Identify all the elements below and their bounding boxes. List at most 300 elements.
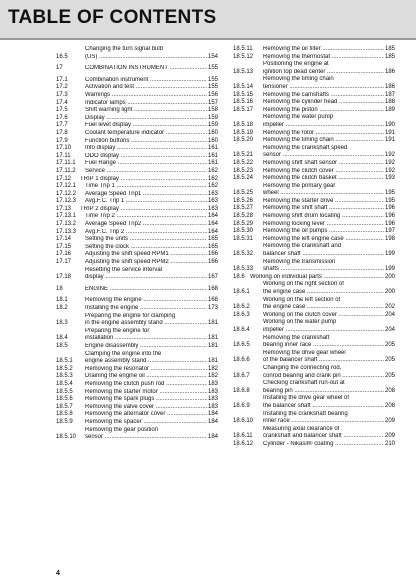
- toc-entry[interactable]: [233, 259, 395, 274]
- toc-entry-number: 18.5.14: [233, 83, 254, 90]
- toc-entry-title: engine assembly stand .....: [85, 358, 207, 366]
- toc-entry-number: 18.5.29: [233, 220, 254, 227]
- toc-entry[interactable]: [56, 419, 218, 427]
- toc-entry-number: 17.15: [56, 243, 72, 250]
- toc-entry-number: 18.5.27: [233, 205, 254, 212]
- toc-entry-page: 182: [207, 365, 218, 372]
- toc-entry-title: Removing the oil pumps .....: [263, 228, 384, 236]
- toc-entry-number: 18.5.11: [233, 46, 253, 52]
- toc-entry[interactable]: [233, 228, 395, 236]
- toc-entry-page: 202: [384, 304, 395, 311]
- toc-entry-page: 192: [384, 167, 395, 174]
- toc-entry[interactable]: [233, 335, 395, 350]
- toc-entry-page: 185: [384, 53, 395, 60]
- toc-entry[interactable]: [233, 411, 395, 426]
- toc-entry-page: 193: [384, 175, 395, 182]
- toc-entry[interactable]: [233, 221, 395, 229]
- toc-entry-number: 18.5.10: [56, 434, 77, 441]
- toc-entry-number: 18.5.33: [233, 266, 254, 273]
- toc-entry-page: 159: [207, 122, 218, 129]
- toc-entry[interactable]: [56, 328, 218, 343]
- toc-entry-number: 18.5.19: [233, 129, 254, 136]
- toc-entry[interactable]: [233, 312, 395, 320]
- toc-entry-title: balancer shaft .....: [263, 251, 384, 259]
- toc-entry-title: Shift warning light .....: [85, 107, 207, 115]
- toc-entry-title: Removing the crankshaft: [263, 334, 330, 341]
- toc-entry-title: Preparing the engine for: [85, 327, 150, 334]
- toc-entry-page: 162: [207, 167, 218, 174]
- toc-entry-page: 200: [384, 273, 395, 280]
- toc-entry-number: 18.3: [56, 320, 68, 327]
- toc-entry-title: installation .....: [85, 335, 207, 343]
- toc-entry-number: 18: [56, 285, 63, 292]
- toc-entry[interactable]: [233, 198, 395, 206]
- toc-entry-number: 16.5: [56, 53, 68, 60]
- toc-entry-title: Preparing the engine for clamping: [85, 312, 176, 319]
- toc-entry-title: Removing the resonator .....: [85, 366, 207, 374]
- toc-entry-number: 18.5.22: [233, 159, 254, 166]
- toc-entry[interactable]: [56, 65, 218, 73]
- toc-entry-title: Working on the left section of: [263, 296, 341, 303]
- toc-entry[interactable]: [56, 198, 218, 206]
- toc-entry-page: 204: [384, 311, 395, 318]
- toc-entry-title: Removing the crankshaft speed: [263, 144, 348, 151]
- toc-entry-title: Time Trip 1 .....: [85, 183, 207, 191]
- toc-entry[interactable]: [56, 191, 218, 199]
- toc-entry-page: 181: [207, 335, 218, 342]
- toc-entry[interactable]: [56, 77, 218, 85]
- toc-entry-page: 208: [384, 402, 395, 409]
- toc-entry[interactable]: [233, 319, 395, 334]
- toc-entry-page: 191: [384, 129, 395, 136]
- toc-entry-number: 17.12.3: [56, 198, 77, 205]
- toc-entry-title: shafts .....: [263, 266, 384, 274]
- toc-entry[interactable]: [56, 145, 218, 153]
- toc-entry-title: tensioner .....: [263, 84, 384, 92]
- toc-entry-page: 163: [207, 205, 218, 212]
- toc-entry-page: 181: [207, 320, 218, 327]
- toc-entry[interactable]: [233, 46, 395, 54]
- toc-entry-page: 199: [384, 266, 395, 273]
- toc-entry[interactable]: [233, 441, 395, 449]
- toc-entry-page: 156: [207, 91, 218, 98]
- toc-entry[interactable]: [56, 46, 218, 61]
- toc-entry-number: 18.5.12: [233, 53, 254, 60]
- toc-entry[interactable]: [56, 373, 218, 381]
- toc-entry-page: 210: [384, 440, 395, 447]
- toc-entry[interactable]: [56, 244, 218, 252]
- toc-entry[interactable]: [233, 92, 395, 100]
- toc-entry-title: TRIP 2 display .....: [80, 206, 207, 214]
- toc-entry-page: 166: [207, 259, 218, 266]
- toc-entry-title: Removing the gear position: [85, 426, 159, 433]
- toc-entry-number: 18.6.4: [233, 326, 250, 333]
- toc-entry[interactable]: [233, 205, 395, 213]
- toc-entry[interactable]: [56, 313, 218, 328]
- toc-entry-number: 18.6.6: [233, 357, 250, 364]
- toc-entry-page: 163: [207, 190, 218, 197]
- toc-entry-number: 18.2: [56, 305, 68, 311]
- toc-entry-number: 18.6: [233, 273, 245, 280]
- toc-entry-page: 168: [207, 297, 218, 304]
- toc-entry-number: 18.5.13: [233, 68, 254, 75]
- toc-entry-number: 17.17: [56, 259, 72, 266]
- toc-entry[interactable]: [56, 251, 218, 259]
- toc-entry-page: 167: [207, 274, 218, 281]
- toc-entry-number: 18.6.5: [233, 342, 250, 349]
- toc-entry-page: 163: [207, 198, 218, 205]
- toc-entry[interactable]: [56, 122, 218, 130]
- toc-entry-number: 17.7: [56, 122, 68, 129]
- toc-entry[interactable]: [233, 395, 395, 410]
- toc-entry-number: 18.5.25: [233, 190, 254, 197]
- toc-entry-title: Draining the engine oil .....: [85, 373, 207, 381]
- toc-entry[interactable]: [56, 229, 218, 237]
- toc-entry-page: 173: [207, 305, 218, 311]
- toc-entry-page: 184: [207, 411, 218, 418]
- toc-entry-number: 18.5.4: [56, 380, 73, 387]
- toc-entry-number: 18.6.9: [233, 402, 250, 409]
- toc-entry-title: Fuel Range .....: [85, 160, 207, 168]
- toc-entry-title: Removing the shift shaft .....: [263, 205, 384, 213]
- toc-entry[interactable]: [56, 221, 218, 229]
- toc-entry-page: 184: [207, 434, 218, 441]
- toc-entry-title: Resetting the service interval: [85, 266, 163, 273]
- toc-entry[interactable]: [56, 160, 218, 168]
- toc-entry-page: 165: [207, 236, 218, 243]
- toc-entry-title: COMBINATION INSTRUMENT .....: [85, 65, 207, 73]
- toc-entry-number: 17.13.2: [56, 221, 77, 228]
- toc-entry-page: 161: [207, 160, 218, 167]
- toc-entry-title: Removing shift drum locating .....: [263, 213, 384, 221]
- toc-entry-number: 18.5.5: [56, 388, 73, 395]
- toc-entry-number: 18.5.31: [233, 235, 254, 242]
- toc-entry-page: 155: [207, 76, 218, 83]
- toc-entry-title: Removing locking lever .....: [263, 221, 384, 229]
- toc-entry-title: impeller .....: [263, 327, 384, 335]
- toc-entry[interactable]: [233, 183, 395, 198]
- toc-entry-title: bearing inner race .....: [263, 342, 384, 350]
- toc-entry-title: Installing the drive gear wheel of: [263, 395, 350, 402]
- toc-entry-title: Changing the turn signal bulb: [85, 46, 164, 52]
- toc-entry[interactable]: [233, 168, 395, 176]
- toc-entry-page: 197: [384, 228, 395, 235]
- toc-entry-title: Removing the clutch basket .....: [263, 175, 384, 183]
- toc-entry-page: 200: [384, 289, 395, 295]
- toc-entry-number: 17.6: [56, 114, 68, 121]
- toc-entry-title: Positioning the engine at: [263, 61, 329, 68]
- toc-entry-number: 17.12.2: [56, 190, 77, 197]
- toc-entry-title: ignition top dead center .....: [263, 69, 384, 77]
- toc-entry-page: 189: [384, 106, 395, 113]
- header-divider: [0, 38, 416, 40]
- toc-entry[interactable]: [56, 168, 218, 176]
- toc-entry-number: 17: [56, 65, 63, 72]
- toc-entry-title: Installing the crankshaft bearing: [263, 410, 348, 417]
- toc-entry-page: 160: [207, 129, 218, 136]
- toc-entry-number: 17.5: [56, 107, 68, 114]
- toc-entry[interactable]: [233, 114, 395, 129]
- toc-entry-number: 18.5.20: [233, 137, 254, 144]
- toc-entry[interactable]: [233, 281, 395, 296]
- toc-entry[interactable]: [56, 236, 218, 244]
- toc-entry-title: bearing pin .....: [263, 388, 384, 396]
- toc-entry-page: 157: [207, 99, 218, 106]
- toc-entry-number: 18.6.8: [233, 387, 250, 394]
- toc-entry-page: 205: [384, 372, 395, 379]
- toc-entry[interactable]: [233, 350, 395, 365]
- toc-entry-title: Clamping the engine into the: [85, 350, 162, 357]
- toc-entry-title: Removing the spacer .....: [85, 419, 207, 427]
- toc-entry[interactable]: [56, 130, 218, 138]
- toc-entry-page: 181: [207, 342, 218, 349]
- toc-entry-number: 17.11.2: [56, 167, 76, 174]
- toc-entry[interactable]: [56, 213, 218, 221]
- toc-entry[interactable]: [56, 176, 218, 184]
- toc-entry-title: Removing shift shaft sensor .....: [263, 160, 384, 168]
- toc-entry-page: 198: [384, 235, 395, 242]
- toc-entry-number: 18.6.7: [233, 372, 250, 379]
- toc-entry[interactable]: [56, 305, 218, 313]
- toc-entry-page: 166: [207, 251, 218, 258]
- toc-left-column: [56, 46, 218, 442]
- toc-entry-title: Removing the water pump: [263, 114, 334, 121]
- toc-entry-number: 18.5.21: [233, 152, 254, 159]
- toc-entry-title: Adjusting the shift speed RPM2 .....: [85, 259, 207, 267]
- toc-entry-number: 17.8: [56, 129, 68, 136]
- toc-entry-title: inner race .....: [263, 418, 384, 426]
- toc-entry-number: 17.14: [56, 236, 72, 243]
- toc-entry[interactable]: [56, 107, 218, 115]
- toc-entry-number: 18.5.3: [56, 373, 73, 380]
- toc-entry-number: 17.13.3: [56, 228, 77, 235]
- toc-entry-page: 155: [207, 84, 218, 91]
- toc-entry[interactable]: [233, 426, 395, 441]
- toc-entry-title: Service .....: [85, 168, 207, 176]
- toc-entry[interactable]: [233, 297, 395, 312]
- toc-entry[interactable]: [233, 54, 395, 62]
- toc-entry-title: Removing the transmission: [263, 258, 336, 265]
- toc-entry-number: 17.13: [56, 205, 72, 212]
- toc-entry-title: (US) .....: [85, 54, 207, 62]
- toc-entry[interactable]: [56, 100, 218, 108]
- toc-entry-title: display .....: [85, 274, 207, 282]
- toc-entry-number: 18.6.2: [233, 304, 250, 311]
- page-title: TABLE OF CONTENTS: [8, 7, 217, 28]
- toc-entry[interactable]: [56, 366, 218, 374]
- toc-entry[interactable]: [233, 137, 395, 145]
- toc-entry-title: Warnings .....: [85, 92, 207, 100]
- toc-entry-number: 18.6.12: [233, 440, 254, 447]
- toc-entry-title: sensor .....: [263, 152, 384, 160]
- toc-entry-page: 208: [384, 387, 395, 394]
- toc-entry-page: 209: [384, 433, 395, 440]
- toc-entry[interactable]: [56, 343, 218, 351]
- toc-entry-title: Removing the engine .....: [85, 297, 207, 305]
- toc-entry-page: 183: [207, 403, 218, 410]
- toc-entry-number: 18.5.9: [56, 418, 73, 425]
- toc-entry-title: Installing the engine .....: [85, 305, 207, 313]
- toc-entry[interactable]: [233, 243, 395, 258]
- toc-entry[interactable]: [233, 145, 395, 160]
- toc-entry-number: 18.5.7: [56, 403, 73, 410]
- toc-entry-title: Combination instrument .....: [85, 77, 207, 85]
- toc-entry-page: 165: [207, 243, 218, 250]
- toc-entry-page: 195: [384, 197, 395, 204]
- toc-entry[interactable]: [56, 138, 218, 146]
- toc-entry[interactable]: [233, 130, 395, 138]
- toc-entry-title: Removing the camshafts .....: [263, 92, 384, 100]
- toc-entry[interactable]: [233, 107, 395, 115]
- toc-entry-number: 18.5.6: [56, 396, 73, 403]
- toc-entry-title: in the engine assembly stand .....: [85, 320, 207, 328]
- page-number: 4: [56, 570, 60, 577]
- toc-entry-title: Removing the drive gear wheel: [263, 349, 346, 356]
- toc-entry-title: Removing the cylinder head .....: [263, 99, 384, 107]
- toc-entry-title: the balancer shaft .....: [263, 403, 384, 411]
- toc-entry-number: 17.16: [56, 251, 72, 258]
- toc-entry-number: 18.5.30: [233, 228, 254, 235]
- toc-entry[interactable]: [56, 404, 218, 412]
- toc-entry-title: Working on individual parts .....: [250, 274, 384, 282]
- toc-entry-page: 209: [384, 418, 395, 425]
- toc-entry-number: 17.4: [56, 99, 68, 106]
- toc-entry[interactable]: [56, 206, 218, 214]
- toc-entry-number: 17.18: [56, 274, 72, 281]
- toc-entry-page: 162: [207, 175, 218, 182]
- toc-entry[interactable]: [233, 365, 395, 380]
- toc-entry[interactable]: [233, 274, 395, 282]
- toc-entry-number: 18.5.18: [233, 121, 254, 128]
- toc-entry-title: Engine disassembly .....: [85, 343, 207, 351]
- toc-entry-title: Cylinder - Nikasil® coating .....: [263, 441, 384, 449]
- toc-entry-number: 18.4: [56, 335, 68, 342]
- toc-entry-number: 18.5.1: [56, 358, 73, 365]
- toc-entry-title: Removing the crankshaft and: [263, 243, 342, 250]
- toc-entry-number: 18.5.24: [233, 175, 254, 182]
- toc-entry[interactable]: [56, 396, 218, 404]
- toc-entry[interactable]: [233, 160, 395, 168]
- toc-entry-page: 168: [207, 285, 218, 292]
- toc-entry-title: Info display .....: [85, 145, 207, 153]
- toc-entry-title: impeller .....: [263, 122, 384, 130]
- toc-entry[interactable]: [56, 286, 218, 294]
- toc-entry[interactable]: [56, 411, 218, 419]
- toc-entry[interactable]: [56, 259, 218, 267]
- toc-entry-number: 17.13.1: [56, 213, 77, 220]
- toc-entry-page: 188: [384, 99, 395, 106]
- toc-entry-title: Removing the oil filter .....: [263, 46, 384, 54]
- toc-entry-title: the engine case .....: [263, 304, 384, 312]
- toc-entry-number: 18.5.26: [233, 197, 254, 204]
- toc-entry[interactable]: [56, 183, 218, 191]
- toc-entry[interactable]: [56, 297, 218, 305]
- toc-entry[interactable]: [56, 92, 218, 100]
- toc-entry-title: Working on the right section of: [263, 281, 344, 288]
- toc-entry[interactable]: [233, 175, 395, 183]
- toc-entry-number: 17.12.1: [56, 183, 77, 190]
- toc-entry-number: 17.11: [56, 152, 71, 159]
- toc-entry-number: 17.9: [56, 137, 68, 144]
- toc-entry[interactable]: [56, 427, 218, 442]
- toc-entry-page: 196: [384, 213, 395, 220]
- toc-entry-title: Changing the connecting rod,: [263, 364, 342, 371]
- toc-entry[interactable]: [233, 380, 395, 395]
- toc-entry-title: Removing the clutch push rod .....: [85, 381, 207, 389]
- toc-entry[interactable]: [56, 381, 218, 389]
- toc-entry-page: 199: [384, 251, 395, 258]
- toc-entry[interactable]: [233, 76, 395, 91]
- toc-entry[interactable]: [233, 61, 395, 76]
- toc-entry-title: Removing the rotor .....: [263, 130, 384, 138]
- toc-entry[interactable]: [233, 236, 395, 244]
- toc-entry-number: 18.5.15: [233, 91, 254, 98]
- toc-entry[interactable]: [233, 99, 395, 107]
- toc-entry-title: Checking crankshaft run-out at: [263, 380, 345, 387]
- toc-entry-title: crankshaft and balancer shaft .....: [263, 433, 384, 441]
- toc-entry[interactable]: [56, 389, 218, 397]
- toc-entry-page: 164: [207, 221, 218, 228]
- toc-entry-title: Removing the piston .....: [263, 107, 384, 115]
- toc-entry-number: 18.5.8: [56, 411, 73, 418]
- toc-entry-number: 18.6.11: [233, 433, 253, 440]
- toc-entry-page: 192: [384, 152, 395, 159]
- toc-entry-page: 192: [384, 159, 395, 166]
- toc-entry-title: Activation and test .....: [85, 84, 207, 92]
- toc-entry-title: ENGINE .....: [85, 286, 207, 294]
- toc-entry-number: 17.11.1: [56, 160, 76, 167]
- toc-entry-title: Display .....: [85, 115, 207, 123]
- toc-entry-page: 196: [384, 205, 395, 212]
- toc-entry-title: Setting the clock .....: [85, 244, 207, 252]
- toc-entry-page: 161: [207, 145, 218, 152]
- toc-entry-number: 18.5.17: [233, 106, 254, 113]
- toc-entry-title: Removing the valve cover .....: [85, 404, 207, 412]
- toc-entry-title: Removing the alternator cover .....: [85, 411, 207, 419]
- toc-entry-number: 18.5.2: [56, 365, 73, 372]
- toc-entry-title: Coolant temperature indicator .....: [85, 130, 207, 138]
- toc-entry-title: Avg.F.C. Trip 1 .....: [85, 198, 207, 206]
- toc-entry-number: 17.10: [56, 145, 72, 152]
- toc-entry-number: 18.5: [56, 342, 68, 349]
- toc-entry-title: Removing the thermostat .....: [263, 54, 384, 62]
- toc-entry-title: Removing the spark plugs .....: [85, 396, 207, 404]
- toc-entry-page: 160: [207, 137, 218, 144]
- toc-entry-number: 18.5.16: [233, 99, 254, 106]
- toc-entry[interactable]: [56, 84, 218, 92]
- toc-entry-title: wheel .....: [263, 190, 384, 198]
- toc-entry[interactable]: [56, 351, 218, 366]
- toc-entry-page: 191: [384, 137, 395, 144]
- toc-entry-number: 17.12: [56, 175, 72, 182]
- toc-entry-page: 164: [207, 213, 218, 220]
- toc-entry-number: 17.2: [56, 84, 68, 91]
- toc-entry-number: 17.3: [56, 91, 68, 98]
- toc-entry[interactable]: [56, 153, 218, 161]
- toc-entry-title: Avg.F.C. Trip 2 .....: [85, 229, 207, 237]
- toc-entry[interactable]: [56, 115, 218, 123]
- toc-entry-title: the engine case .....: [263, 289, 384, 297]
- toc-entry-title: Removing the timing chain .....: [263, 137, 384, 145]
- toc-entry-title: Time Trip 2 .....: [85, 213, 207, 221]
- toc-entry-title: Removing the primary gear: [263, 182, 336, 189]
- toc-entry-page: 158: [207, 107, 218, 114]
- toc-entry-title: TRIP 1 display .....: [80, 176, 207, 184]
- toc-entry[interactable]: [56, 267, 218, 282]
- toc-entry[interactable]: [233, 213, 395, 221]
- toc-entry-title: Removing the left engine case .....: [263, 236, 384, 244]
- toc-entry-page: 182: [207, 373, 218, 380]
